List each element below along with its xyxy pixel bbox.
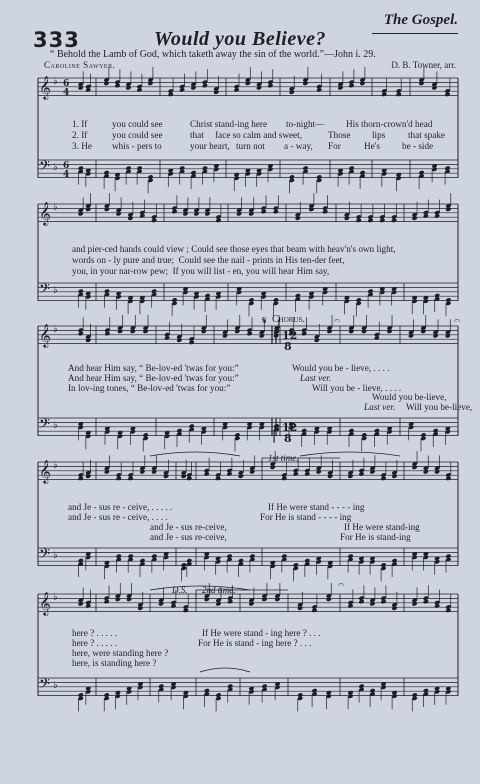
note-head: [431, 85, 437, 90]
note-head: [445, 333, 451, 338]
note-head: [126, 597, 132, 602]
treble-clef-icon: 𝄞: [39, 323, 51, 347]
note-head: [308, 207, 314, 212]
bass-clef-icon: 𝄢: [39, 676, 50, 696]
note-head: [347, 603, 353, 608]
note-head: [327, 474, 333, 479]
lyric-s1-v1-e: His thorn-crown'd head: [346, 119, 433, 129]
slur: [150, 452, 240, 456]
time-change-denominator: 8: [284, 432, 292, 445]
lyricist-credit: Caroline Sawyer.: [44, 60, 116, 70]
treble-clef-icon: 𝄞: [39, 591, 51, 615]
note-head: [78, 476, 84, 481]
section-title: The Gospel.: [383, 12, 458, 28]
note-head: [367, 218, 373, 223]
flat-icon: ♭: [53, 420, 58, 431]
note-head: [423, 599, 429, 604]
note-head: [176, 338, 182, 343]
lyric-s3-l1a: And hear Him say, “ Be-lov-ed 'twas for you:”: [68, 363, 239, 373]
note-head: [348, 329, 354, 334]
note-head: [215, 476, 221, 481]
note-head: [104, 469, 110, 474]
lyric-s1-v2-c: that: [190, 130, 204, 140]
note-head: [344, 216, 350, 221]
treble-clef-icon: 𝄞: [39, 75, 51, 99]
note-head: [322, 209, 328, 214]
note-head: [396, 92, 402, 97]
lyric-s4-l2a: and Je - sus re - ceive, . . . .: [68, 512, 168, 522]
note-head: [234, 87, 240, 92]
note-head: [186, 476, 192, 481]
note-head: [245, 81, 251, 86]
chorus-marking: Chorus.: [272, 314, 305, 325]
note-head: [347, 474, 353, 479]
note-head: [261, 209, 267, 214]
lyric-s1-v3-f: For: [328, 141, 341, 151]
note-head: [116, 476, 122, 481]
note-head: [326, 597, 332, 602]
note-head: [412, 601, 418, 606]
note-head: [379, 218, 385, 223]
lyric-s2-v3: you, in your nar-row pew; If you will list - en, you will hear Him say,: [72, 266, 330, 276]
note-head: [236, 211, 242, 216]
note-head: [226, 471, 232, 476]
note-head: [423, 213, 429, 218]
note-head: [171, 209, 177, 214]
note-head: [143, 329, 149, 334]
note-head: [85, 474, 91, 479]
note-head: [316, 87, 322, 92]
note-head: [78, 331, 84, 336]
note-head: [234, 329, 240, 334]
note-head: [381, 92, 387, 97]
note-head: [301, 331, 307, 336]
note-head: [434, 469, 440, 474]
note-head: [247, 331, 253, 336]
lyric-s3-l2b: Last ver.: [300, 373, 332, 383]
lyric-s1-v3-h: be - side: [402, 141, 434, 151]
second-ending-marking: 2nd time.: [202, 585, 236, 595]
note-head: [302, 81, 308, 86]
note-head: [391, 218, 397, 223]
note-head: [85, 87, 91, 92]
bass-clef-icon: 𝄢: [39, 546, 50, 566]
flat-icon: ♭: [53, 680, 58, 691]
time-signature-numerator: 6: [63, 79, 70, 89]
time-change-numerator: 12: [282, 329, 298, 342]
note-head: [423, 469, 429, 474]
flat-icon: ♭: [53, 460, 58, 471]
bass-clef-icon: 𝄢: [39, 158, 50, 178]
note-head: [222, 333, 228, 338]
note-head: [78, 85, 84, 90]
note-head: [179, 87, 185, 92]
lyric-s3-l1b: Would you be - lieve, . . . .: [292, 363, 390, 373]
lyric-s1-v3-b: whis - pers to: [112, 141, 162, 151]
note-head: [139, 213, 145, 218]
lyric-s1-v3-c: your heart,: [190, 141, 230, 151]
lyric-s1-v3-a: 3. He: [72, 141, 92, 151]
flat-icon: ♭: [53, 550, 58, 561]
time-change-denominator: 8: [284, 340, 292, 353]
note-head: [127, 476, 133, 481]
note-head: [104, 331, 110, 336]
note-head: [215, 218, 221, 223]
lyric-s4-l3a: and Je - sus re-ceive,: [150, 522, 227, 532]
lyric-s1-v2-d: face so calm and sweet,: [215, 130, 302, 140]
note-head: [358, 599, 364, 604]
note-head: [445, 476, 451, 481]
time-signature-denominator: 4: [63, 88, 70, 98]
lyric-s4-l1b: If He were stand - - - - ing: [268, 502, 365, 512]
note-head: [356, 218, 362, 223]
lyric-s1-v2-g: that spake: [408, 130, 445, 140]
lyric-s3-l5b: Will you be-lieve,: [406, 402, 473, 412]
treble-clef-icon: 𝄞: [39, 201, 51, 225]
lyric-s1-v3-d: turn not: [236, 141, 265, 151]
note-head: [369, 469, 375, 474]
note-head: [434, 603, 440, 608]
lyric-s1-v2-f: lips: [372, 130, 386, 140]
note-head: [151, 218, 157, 223]
flat-icon: ♭: [53, 202, 58, 213]
note-head: [85, 207, 91, 212]
note-head: [408, 333, 414, 338]
note-head: [248, 211, 254, 216]
fermata-icon: 𝄐: [334, 314, 341, 327]
note-head: [117, 329, 123, 334]
note-head: [433, 333, 439, 338]
note-head: [78, 601, 84, 606]
note-head: [170, 603, 176, 608]
time-change-numerator: 12: [282, 421, 298, 434]
hymn-number: 333: [33, 28, 80, 52]
first-ending-marking: 1st time.: [268, 453, 299, 463]
time-signature-numerator: 6: [63, 161, 70, 171]
note-head: [116, 211, 122, 216]
note-head: [182, 211, 188, 216]
note-head: [380, 599, 386, 604]
bass-clef-icon: 𝄢: [39, 281, 50, 301]
lyric-s1-v2-b: you could see: [112, 130, 163, 140]
note-head: [238, 474, 244, 479]
note-head: [281, 476, 287, 481]
composer-credit: D. B. Towner, arr.: [391, 60, 456, 70]
note-head: [412, 216, 418, 221]
lyric-s2-v1: and pier-ced hands could view ; Could see those eyes that beam with heav'n's own light,: [72, 244, 396, 254]
note-head: [311, 608, 317, 613]
lyric-s1-v1-b: you could see: [112, 119, 163, 129]
fermata-icon: 𝄐: [454, 314, 461, 327]
note-head: [114, 83, 120, 88]
note-head: [327, 329, 333, 334]
note-head: [295, 216, 301, 221]
lyric-s5-l2b: For He is stand - ing here ? . . .: [198, 638, 312, 648]
note-head: [147, 81, 153, 86]
note-head: [78, 211, 84, 216]
dal-segno-marking: D.S.: [172, 585, 188, 595]
note-head: [358, 471, 364, 476]
note-head: [85, 338, 91, 343]
note-head: [249, 469, 255, 474]
lyric-s1-v2-e: Those: [328, 130, 351, 140]
note-head: [204, 471, 210, 476]
lyric-s1-v3-g: He's: [364, 141, 380, 151]
note-head: [115, 597, 121, 602]
note-head: [215, 601, 221, 606]
lyric-s4-l4b: For He is stand-ing: [340, 532, 411, 542]
note-head: [270, 465, 276, 470]
lyric-s4-l1a: and Je - sus re - ceive, . . . . .: [68, 502, 173, 512]
note-head: [274, 597, 280, 602]
note-head: [420, 329, 426, 334]
note-head: [104, 599, 110, 604]
note-head: [273, 209, 279, 214]
note-head: [193, 211, 199, 216]
note-head: [127, 216, 133, 221]
lyric-s1-v2-a: 2. If: [72, 130, 88, 140]
lyric-s4-l4a: and Je - sus re-ceive,: [150, 532, 227, 542]
note-head: [374, 335, 380, 340]
slur: [300, 452, 400, 456]
note-head: [151, 469, 157, 474]
note-head: [104, 207, 110, 212]
note-head: [190, 85, 196, 90]
note-head: [259, 333, 265, 338]
note-head: [202, 83, 208, 88]
lyric-s3-l2a: And hear Him say, “ Be-lov-ed 'twas for you:”: [68, 373, 239, 383]
note-head: [348, 83, 354, 88]
note-head: [387, 329, 393, 334]
lyric-s1-v1-a: 1. If: [72, 119, 88, 129]
fermata-icon: 𝄐: [338, 578, 345, 591]
lyric-s5-l1a: here ? . . . . .: [72, 628, 118, 638]
lyric-s3-l3a: In lov-ing tones, “ Be-lov-ed 'twas for you:”: [68, 383, 231, 393]
lyric-s1-v1-d: to-night—: [286, 119, 325, 129]
slur: [200, 668, 250, 672]
note-head: [137, 606, 143, 611]
lyric-s5-l1b: If He were stand - ing here ? . . .: [202, 628, 321, 638]
note-head: [359, 81, 365, 86]
note-head: [248, 601, 254, 606]
note-head: [369, 601, 375, 606]
note-head: [158, 601, 164, 606]
flat-icon: ♭: [53, 76, 58, 87]
lyric-s1-v1-c: Christ stand-ing here: [190, 119, 268, 129]
lyric-s4-l3b: If He were stand-ing: [344, 522, 420, 532]
note-head: [445, 608, 451, 613]
lyric-s5-l3: here, were standing here ?: [72, 648, 169, 658]
note-head: [297, 606, 303, 611]
note-head: [130, 329, 136, 334]
note-head: [85, 603, 91, 608]
note-head: [125, 85, 131, 90]
note-head: [337, 85, 343, 90]
note-head: [256, 85, 262, 90]
note-head: [164, 335, 170, 340]
note-head: [201, 329, 207, 334]
note-head: [204, 597, 210, 602]
note-head: [412, 465, 418, 470]
note-head: [267, 83, 273, 88]
note-head: [261, 597, 267, 602]
note-head: [304, 471, 310, 476]
lyric-s5-l2a: here ? . . . . .: [72, 638, 118, 648]
note-head: [227, 599, 233, 604]
bass-clef-icon: 𝄢: [39, 416, 50, 436]
lyric-s5-l4: here, is standing here ?: [72, 658, 157, 668]
note-head: [136, 87, 142, 92]
note-head: [293, 471, 299, 476]
note-head: [181, 474, 187, 479]
lyric-s3-l4: Would you be-lieve,: [372, 392, 447, 402]
note-head: [213, 90, 219, 95]
note-head: [314, 338, 320, 343]
flat-icon: ♭: [53, 285, 58, 296]
lyric-s3-l3b: Will you be - lieve, . . . .: [312, 383, 402, 393]
note-head: [103, 81, 109, 86]
note-head: [445, 207, 451, 212]
time-signature-denominator: 4: [63, 170, 70, 180]
note-head: [444, 92, 450, 97]
lyric-s3-l5a: Last ver.: [364, 402, 396, 412]
lyric-s1-v3-e: a - way,: [284, 141, 313, 151]
note-head: [139, 469, 145, 474]
flat-icon: ♭: [53, 324, 58, 335]
flat-icon: ♭: [53, 592, 58, 603]
note-head: [434, 213, 440, 218]
note-head: [163, 474, 169, 479]
note-head: [391, 606, 397, 611]
note-head: [391, 474, 397, 479]
flat-icon: ♭: [53, 162, 58, 173]
treble-clef-icon: 𝄞: [39, 459, 51, 483]
scripture-epigraph: “ Behold the Lamb of God, which taketh away the sin of the world.”—John i. 29.: [50, 49, 376, 60]
segno-icon: 𝄋: [262, 314, 267, 327]
lyric-s2-v2: words on - ly pure and true; Could see the nail - prints in His ten-der feet,: [72, 255, 345, 265]
note-head: [380, 476, 386, 481]
note-head: [289, 90, 295, 95]
note-head: [361, 329, 367, 334]
note-head: [204, 211, 210, 216]
note-head: [316, 469, 322, 474]
hymn-title: Would you Believe?: [154, 28, 326, 50]
lyric-s4-l2b: For He is stand - - - - ing: [260, 512, 352, 522]
note-head: [168, 92, 174, 97]
note-head: [183, 608, 189, 613]
note-head: [418, 81, 424, 86]
note-head: [189, 340, 195, 345]
